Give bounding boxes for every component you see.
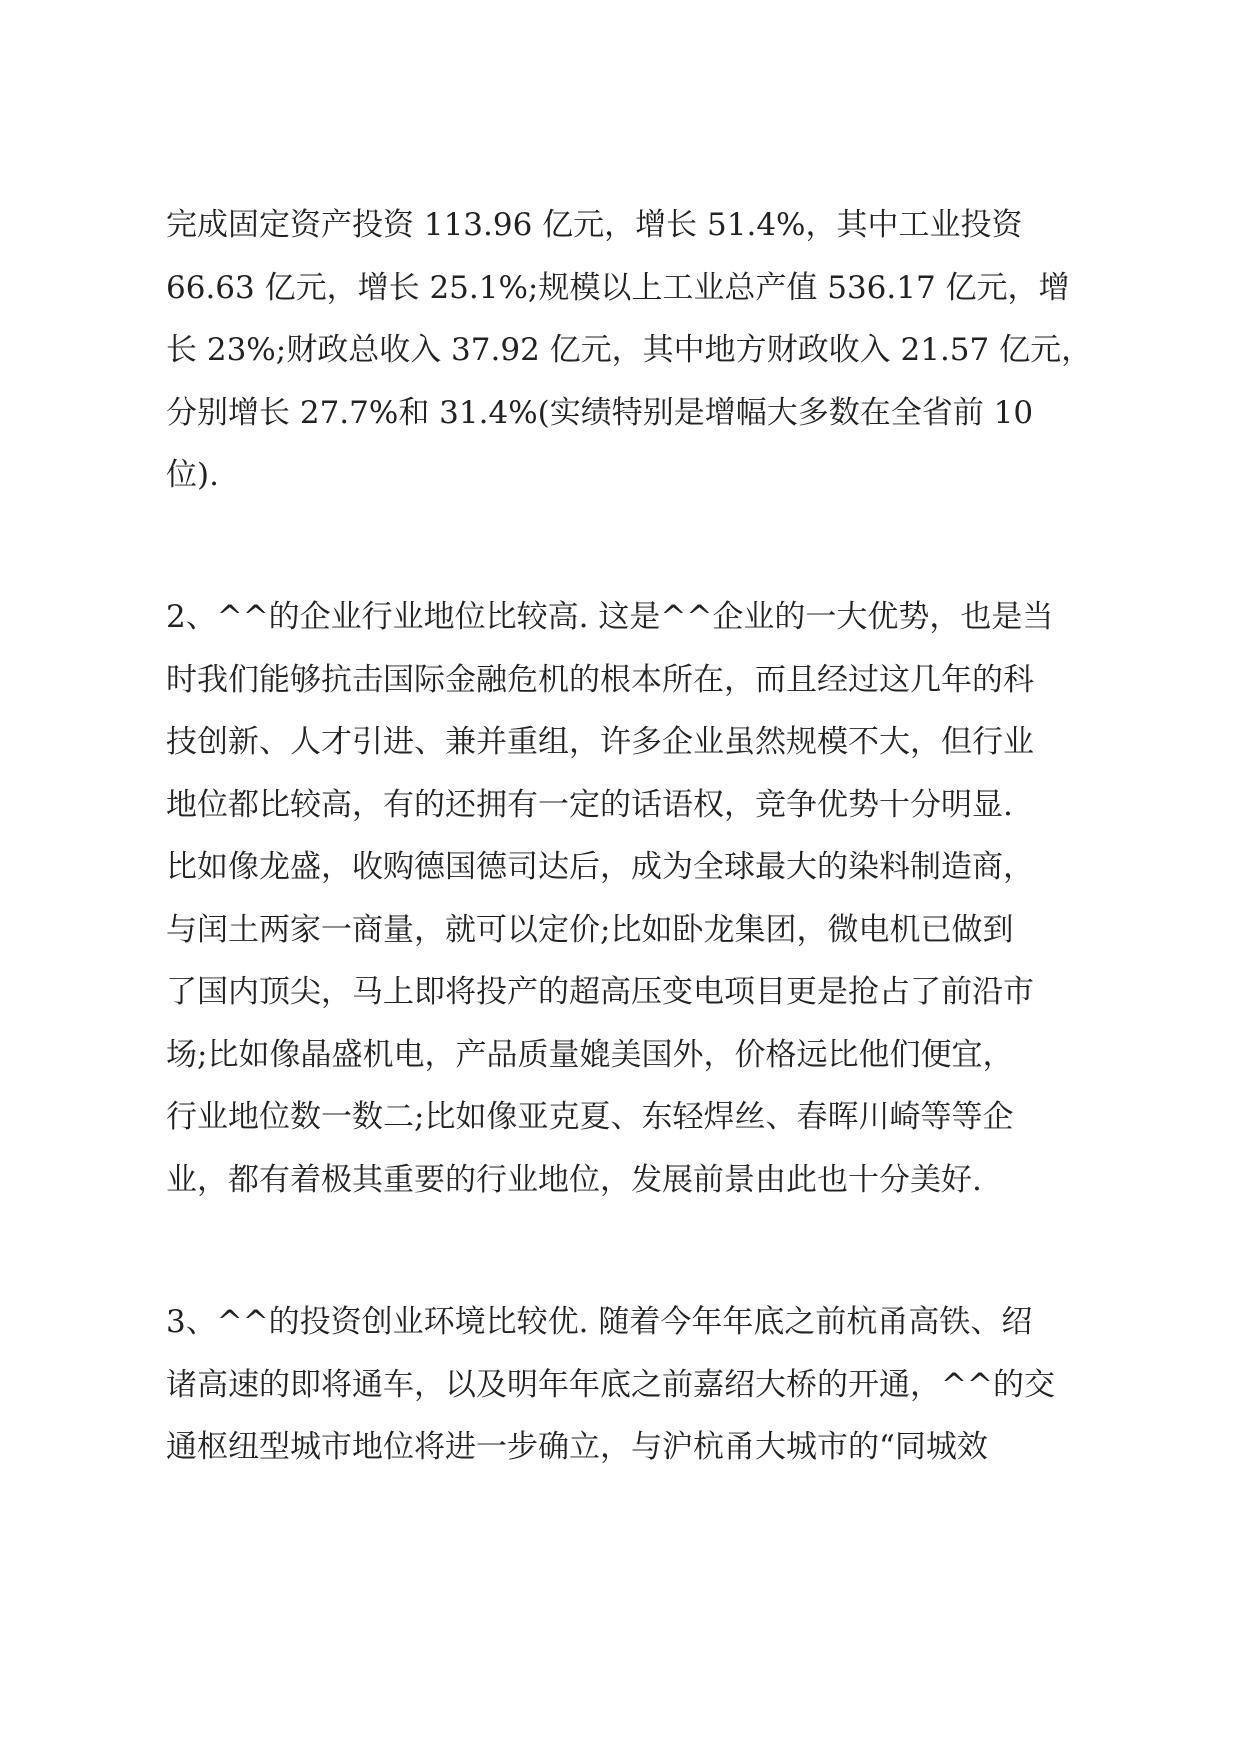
paragraph-2-line-10: 业，都有着极其重要的行业地位，发展前景由此也十分美好.	[166, 1162, 982, 1198]
paragraph-1-line-4: 分别增长 27.7%和 31.4%(实绩特别是增幅大多数在全省前 10	[166, 395, 1034, 431]
paragraph-2-line-4: 地位都比较高，有的还拥有一定的话语权，竞争优势十分明显.	[166, 787, 1013, 823]
paragraph-2-line-6: 与闰土两家一商量，就可以定价;比如卧龙集团，微电机已做到	[166, 912, 1014, 948]
paragraph-1-line-5: 位).	[166, 457, 219, 493]
paragraph-3-line-3: 通枢纽型城市地位将进一步确立，与沪杭甬大城市的“同城效	[166, 1429, 988, 1465]
paragraph-1-line-2: 66.63 亿元，增长 25.1%;规模以上工业总产值 536.17 亿元，增	[166, 270, 1070, 306]
paragraph-2-line-3: 技创新、人才引进、兼并重组，许多企业虽然规模不大，但行业	[166, 724, 1034, 760]
paragraph-2-line-7: 了国内顶尖，马上即将投产的超高压变电项目更是抢占了前沿市	[166, 974, 1034, 1010]
paragraph-2-line-2: 时我们能够抗击国际金融危机的根本所在，而且经过这几年的科	[166, 662, 1034, 698]
paragraph-1-line-1: 完成固定资产投资 113.96 亿元，增长 51.4%，其中工业投资	[166, 207, 1023, 243]
paragraph-3-line-2: 诸高速的即将通车，以及明年年底之前嘉绍大桥的开通，^^的交	[166, 1367, 1055, 1403]
paragraph-3-line-1: 3、^^的投资创业环境比较优. 随着今年年底之前杭甬高铁、绍	[166, 1304, 1033, 1340]
paragraph-2-line-9: 行业地位数一数二;比如像亚克夏、东轻焊丝、春晖川崎等等企	[166, 1099, 1014, 1135]
paragraph-2-line-1: 2、^^的企业行业地位比较高. 这是^^企业的一大优势，也是当	[166, 599, 1054, 635]
paragraph-2-line-8: 场;比如像晶盛机电，产品质量媲美国外，价格远比他们便宜，	[166, 1037, 1014, 1073]
paragraph-2-line-5: 比如像龙盛，收购德国德司达后，成为全球最大的染料制造商，	[166, 849, 1034, 885]
paragraph-1-line-3: 长 23%;财政总收入 37.92 亿元，其中地方财政收入 21.57 亿元，	[166, 332, 1093, 368]
